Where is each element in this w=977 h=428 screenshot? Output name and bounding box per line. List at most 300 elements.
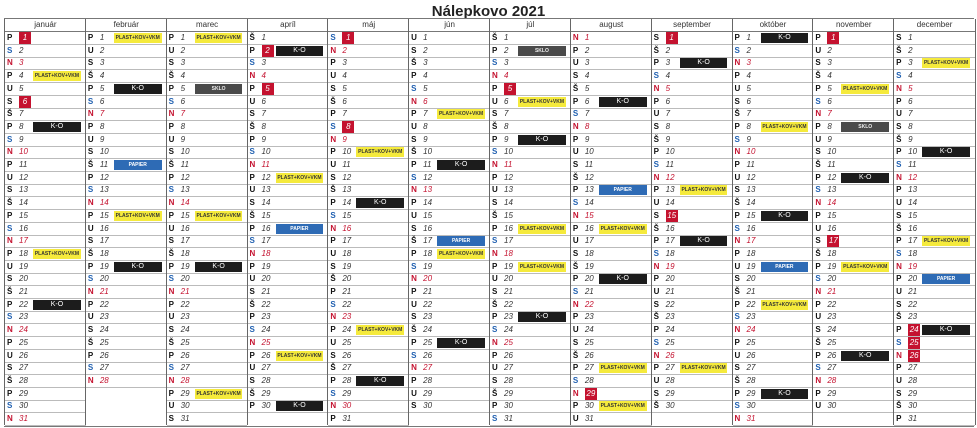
day-row (571, 45, 652, 58)
day-row (409, 350, 490, 363)
waste-pickup-paper: PAPIER (761, 262, 809, 272)
waste-pickup-plast: PLAST+KOV+VKM (34, 250, 79, 257)
weekday-letter: N (7, 325, 13, 335)
day-number: 9 (99, 134, 105, 144)
day-number: 9 (827, 134, 832, 144)
weekday-letter: P (815, 210, 821, 220)
day-row (733, 261, 814, 274)
month-name: júl (490, 19, 571, 32)
day-row (248, 235, 329, 248)
day-number: 24 (584, 325, 594, 335)
day-row (813, 134, 894, 147)
day-number: 11 (423, 160, 432, 169)
day-row (5, 286, 86, 299)
day-row (5, 159, 86, 172)
day-number: 25 (261, 337, 271, 347)
day-row (409, 400, 490, 413)
day-number: 28 (180, 375, 190, 385)
weekday-letter: P (815, 299, 821, 309)
day-row (733, 45, 814, 58)
weekday-letter: P (7, 299, 13, 309)
weekday-letter: U (330, 71, 337, 81)
weekday-letter: N (330, 45, 337, 55)
day-number: 17 (504, 236, 513, 246)
day-row (571, 337, 652, 350)
day-number: 8 (584, 121, 590, 131)
day-row (733, 57, 814, 70)
day-row (490, 235, 571, 248)
day-number: 9 (423, 134, 428, 144)
day-number: 7 (261, 109, 266, 119)
day-number: 21 (584, 287, 594, 296)
day-number: 20 (19, 274, 28, 284)
day-number: 28 (19, 375, 28, 385)
day-row (328, 324, 409, 337)
day-row (571, 273, 652, 286)
day-number: 15 (908, 210, 918, 220)
weekday-letter: P (7, 248, 13, 258)
day-row (248, 159, 329, 172)
month-name: marec (167, 19, 248, 32)
day-number: 30 (504, 401, 513, 411)
waste-pickup-plast: PLAST+KOV+VKM (196, 390, 241, 397)
day-row (409, 159, 490, 172)
weekday-letter: P (411, 71, 417, 81)
day-number: 13 (908, 185, 918, 195)
day-number: 4 (584, 71, 590, 81)
month-column (812, 19, 894, 425)
day-row (571, 184, 652, 197)
weekday-letter: N (815, 198, 822, 208)
day-row (86, 184, 167, 197)
day-number: 7 (746, 109, 751, 119)
day-row (86, 311, 167, 324)
day-number: 18 (746, 248, 756, 258)
day-number: 23 (19, 312, 28, 322)
weekday-letter: P (815, 388, 821, 398)
day-row (571, 70, 652, 83)
day-row (894, 210, 975, 223)
day-row (652, 388, 733, 401)
weekday-letter: P (896, 96, 902, 106)
day-number: 4 (908, 71, 913, 81)
weekday-letter: S (896, 337, 902, 347)
day-row (248, 324, 329, 337)
day-number: 1 (180, 33, 186, 42)
weekday-letter: N (734, 325, 741, 335)
weekday-letter: Š (492, 388, 498, 398)
day-row (490, 159, 571, 172)
day-number: 25 (423, 337, 433, 347)
weekday-letter: U (411, 33, 417, 42)
day-row (733, 32, 814, 45)
day-number: 30 (908, 401, 918, 411)
day-row (490, 172, 571, 185)
day-row (409, 197, 490, 210)
day-row (167, 248, 248, 261)
waste-pickup-paper: PAPIER (437, 236, 485, 246)
day-row (652, 134, 733, 147)
day-row (652, 197, 733, 210)
weekday-letter: S (249, 109, 255, 119)
day-number: 14 (584, 198, 594, 208)
day-number: 14 (261, 198, 271, 208)
day-number: 4 (423, 71, 428, 81)
weekday-letter: Š (330, 274, 336, 284)
day-number: 24 (423, 325, 433, 335)
day-number: 23 (908, 312, 918, 322)
day-number: 31 (180, 414, 190, 423)
weekday-letter: P (168, 350, 174, 360)
day-number: 18 (180, 248, 190, 258)
day-number: 26 (180, 350, 190, 360)
day-number: 18 (827, 248, 837, 258)
weekday-letter: P (87, 121, 94, 131)
weekday-letter: P (896, 185, 902, 195)
day-number: 6 (261, 96, 266, 106)
day-row (5, 311, 86, 324)
weekday-letter: U (411, 121, 417, 131)
weekday-letter: N (492, 337, 498, 347)
day-number: 10 (180, 147, 190, 157)
day-row (167, 159, 248, 172)
day-row (490, 83, 571, 96)
day-number: 3 (19, 58, 24, 68)
day-row (652, 210, 733, 223)
weekday-letter: N (168, 287, 175, 296)
weekday-letter: Š (572, 172, 579, 182)
day-number: 19 (908, 261, 918, 271)
day-row (894, 299, 975, 312)
day-number: 12 (342, 172, 352, 182)
weekday-letter: S (168, 58, 174, 68)
weekday-letter: S (168, 96, 174, 106)
day-number: 1 (746, 33, 751, 42)
holiday-day-number: 1 (342, 32, 354, 44)
weekday-letter: U (7, 83, 13, 93)
day-number: 3 (423, 58, 428, 68)
day-row (248, 121, 329, 134)
day-row (490, 286, 571, 299)
waste-pickup-ko: K-O (356, 376, 404, 386)
day-row (328, 197, 409, 210)
day-row (894, 362, 975, 375)
day-number: 13 (423, 185, 433, 195)
day-number: 26 (504, 350, 513, 360)
weekday-letter: P (249, 261, 255, 271)
weekday-letter: P (249, 401, 255, 411)
day-number: 30 (261, 401, 271, 411)
month-column (732, 19, 814, 425)
day-row (571, 286, 652, 299)
day-number: 6 (908, 96, 913, 106)
waste-pickup-ko: K-O (599, 97, 647, 107)
day-number: 7 (584, 109, 590, 119)
day-number: 3 (908, 58, 913, 68)
day-row (571, 311, 652, 324)
weekday-letter: P (572, 312, 579, 322)
day-row (5, 299, 86, 312)
weekday-letter: S (411, 401, 417, 411)
day-row (248, 45, 329, 58)
day-row (733, 273, 814, 286)
day-number: 14 (342, 198, 352, 208)
weekday-letter: S (411, 312, 417, 322)
day-number: 16 (19, 223, 28, 233)
holiday-day-number: 1 (19, 32, 31, 44)
day-row (248, 261, 329, 274)
day-row (248, 83, 329, 96)
day-row (86, 96, 167, 109)
weekday-letter: S (330, 299, 336, 309)
day-row (894, 261, 975, 274)
day-row (813, 299, 894, 312)
weekday-letter: Š (168, 248, 174, 258)
weekday-letter: S (734, 312, 740, 322)
holiday-day-number: 26 (909, 350, 919, 360)
day-number: 17 (746, 236, 756, 246)
day-row (86, 261, 167, 274)
day-row (571, 388, 652, 401)
day-row (490, 223, 571, 236)
waste-pickup-plast: PLAST+KOV+VKM (519, 98, 564, 105)
weekday-letter: S (411, 261, 417, 271)
weekday-letter: P (815, 83, 821, 93)
day-number: 16 (746, 223, 756, 233)
day-number: 5 (746, 83, 751, 93)
day-number: 10 (423, 147, 433, 157)
day-number: 28 (261, 375, 271, 385)
day-row (652, 57, 733, 70)
weekday-letter: P (815, 121, 821, 131)
day-number: 24 (504, 325, 513, 335)
weekday-letter: N (168, 109, 175, 119)
day-row (167, 70, 248, 83)
day-row (894, 57, 975, 70)
day-number: 18 (504, 248, 513, 258)
day-number: 23 (504, 312, 513, 322)
day-number: 12 (99, 172, 109, 182)
weekday-letter: S (87, 236, 94, 246)
day-row (248, 248, 329, 261)
day-row (167, 261, 248, 274)
weekday-letter: U (411, 299, 417, 309)
day-row (490, 375, 571, 388)
day-row (167, 32, 248, 45)
day-row (733, 146, 814, 159)
waste-pickup-plast: PLAST+KOV+VKM (519, 263, 564, 270)
weekday-letter: N (492, 71, 498, 81)
month-name: september (652, 19, 733, 32)
day-number: 26 (665, 350, 675, 360)
weekday-letter: P (168, 210, 174, 220)
weekday-letter: P (249, 223, 255, 233)
day-row (328, 311, 409, 324)
day-row (894, 83, 975, 96)
day-number: 3 (504, 58, 509, 68)
day-number: 22 (180, 299, 190, 309)
day-number: 10 (504, 147, 513, 157)
weekday-letter: P (896, 58, 902, 68)
day-row (490, 362, 571, 375)
day-number: 13 (342, 185, 352, 195)
day-number: 29 (665, 388, 675, 398)
day-row (86, 45, 167, 58)
day-row (5, 146, 86, 159)
day-number: 12 (584, 172, 594, 182)
waste-pickup-plast: PLAST+KOV+VKM (681, 187, 726, 194)
weekday-letter: P (734, 248, 740, 258)
day-row (409, 32, 490, 45)
day-number: 3 (584, 58, 590, 68)
day-row (894, 197, 975, 210)
day-number: 5 (908, 83, 913, 93)
weekday-letter: S (815, 96, 821, 106)
day-row (813, 96, 894, 109)
weekday-letter: S (7, 312, 13, 322)
day-number: 27 (665, 363, 675, 373)
weekday-letter: S (411, 134, 417, 144)
day-number: 4 (180, 71, 186, 81)
weekday-letter: S (896, 71, 902, 81)
day-number: 9 (342, 134, 347, 144)
weekday-letter: Š (653, 312, 659, 322)
weekday-letter: U (572, 58, 579, 68)
month-name: február (86, 19, 167, 32)
month-column (327, 19, 409, 425)
day-number: 10 (908, 147, 918, 157)
day-number: 30 (665, 401, 675, 411)
day-row (5, 32, 86, 45)
day-number: 9 (746, 134, 751, 144)
weekday-letter: S (249, 198, 255, 208)
weekday-letter: S (653, 388, 659, 398)
weekday-letter: S (168, 274, 174, 284)
day-row (490, 70, 571, 83)
weekday-letter: S (815, 58, 821, 68)
weekday-letter: P (896, 414, 902, 423)
day-number: 2 (423, 45, 428, 55)
weekday-letter: P (653, 236, 659, 246)
day-number: 11 (99, 160, 109, 169)
day-number: 6 (584, 96, 590, 106)
weekday-letter: Š (734, 287, 740, 296)
weekday-letter: N (7, 147, 13, 157)
day-row (167, 184, 248, 197)
day-row (328, 210, 409, 223)
day-number: 12 (504, 172, 513, 182)
day-row (571, 96, 652, 109)
weekday-letter: Š (87, 160, 94, 169)
day-number: 12 (746, 172, 756, 182)
weekday-letter: P (168, 388, 174, 398)
weekday-letter: P (411, 337, 417, 347)
weekday-letter: Š (815, 160, 821, 169)
weekday-letter: P (896, 274, 902, 284)
weekday-letter: S (896, 160, 902, 169)
weekday-letter: U (653, 375, 660, 385)
day-number: 31 (584, 414, 594, 423)
day-row (813, 159, 894, 172)
day-number: 19 (584, 261, 594, 271)
weekday-letter: N (734, 236, 741, 246)
waste-pickup-plast: PLAST+KOV+VKM (277, 352, 322, 359)
day-number: 28 (665, 375, 675, 385)
day-number: 22 (342, 299, 352, 309)
day-row (571, 350, 652, 363)
day-number: 10 (261, 147, 271, 157)
weekday-letter: S (572, 71, 579, 81)
waste-pickup-plast: PLAST+KOV+VKM (115, 35, 160, 41)
day-number: 22 (665, 299, 675, 309)
day-number: 1 (99, 33, 105, 42)
day-row (5, 273, 86, 286)
weekday-letter: Š (572, 350, 579, 360)
day-row (894, 337, 975, 350)
weekday-letter: S (734, 274, 740, 284)
waste-pickup-ko: K-O (922, 147, 970, 157)
day-number: 21 (99, 287, 109, 296)
weekday-letter: Š (492, 121, 498, 131)
holiday-day-number: 17 (828, 236, 838, 246)
day-row (86, 223, 167, 236)
weekday-letter: P (330, 109, 336, 119)
day-number: 8 (19, 121, 24, 131)
weekday-letter: S (87, 325, 94, 335)
weekday-letter: Š (249, 33, 255, 42)
weekday-letter: U (411, 388, 417, 398)
day-row (409, 184, 490, 197)
day-row (328, 159, 409, 172)
weekday-letter: U (492, 363, 498, 373)
day-row (652, 223, 733, 236)
weekday-letter: S (815, 325, 821, 335)
weekday-letter: P (896, 147, 902, 157)
day-number: 4 (504, 71, 509, 81)
day-number: 10 (19, 147, 28, 157)
day-number: 21 (423, 287, 433, 296)
weekday-letter: P (330, 414, 336, 423)
day-row (490, 57, 571, 70)
day-number: 18 (342, 248, 352, 258)
day-number: 18 (261, 248, 271, 258)
day-row (409, 261, 490, 274)
weekday-letter: P (492, 261, 498, 271)
day-row (813, 235, 894, 248)
day-row (733, 413, 814, 426)
day-number: 20 (423, 274, 433, 284)
day-row (328, 70, 409, 83)
day-number: 25 (665, 337, 675, 347)
day-number: 16 (504, 223, 513, 233)
day-row (894, 400, 975, 413)
weekday-letter: S (734, 185, 740, 195)
day-row (490, 146, 571, 159)
day-number: 3 (342, 58, 347, 68)
day-number: 21 (342, 287, 352, 296)
day-row (813, 184, 894, 197)
day-row (894, 375, 975, 388)
weekday-letter: P (411, 198, 417, 208)
day-row (894, 324, 975, 337)
day-number: 12 (827, 172, 837, 182)
weekday-letter: P (249, 83, 255, 93)
month-name: december (894, 19, 975, 32)
day-row (490, 324, 571, 337)
day-row (328, 121, 409, 134)
day-number: 24 (746, 325, 756, 335)
weekday-letter: U (653, 198, 660, 208)
